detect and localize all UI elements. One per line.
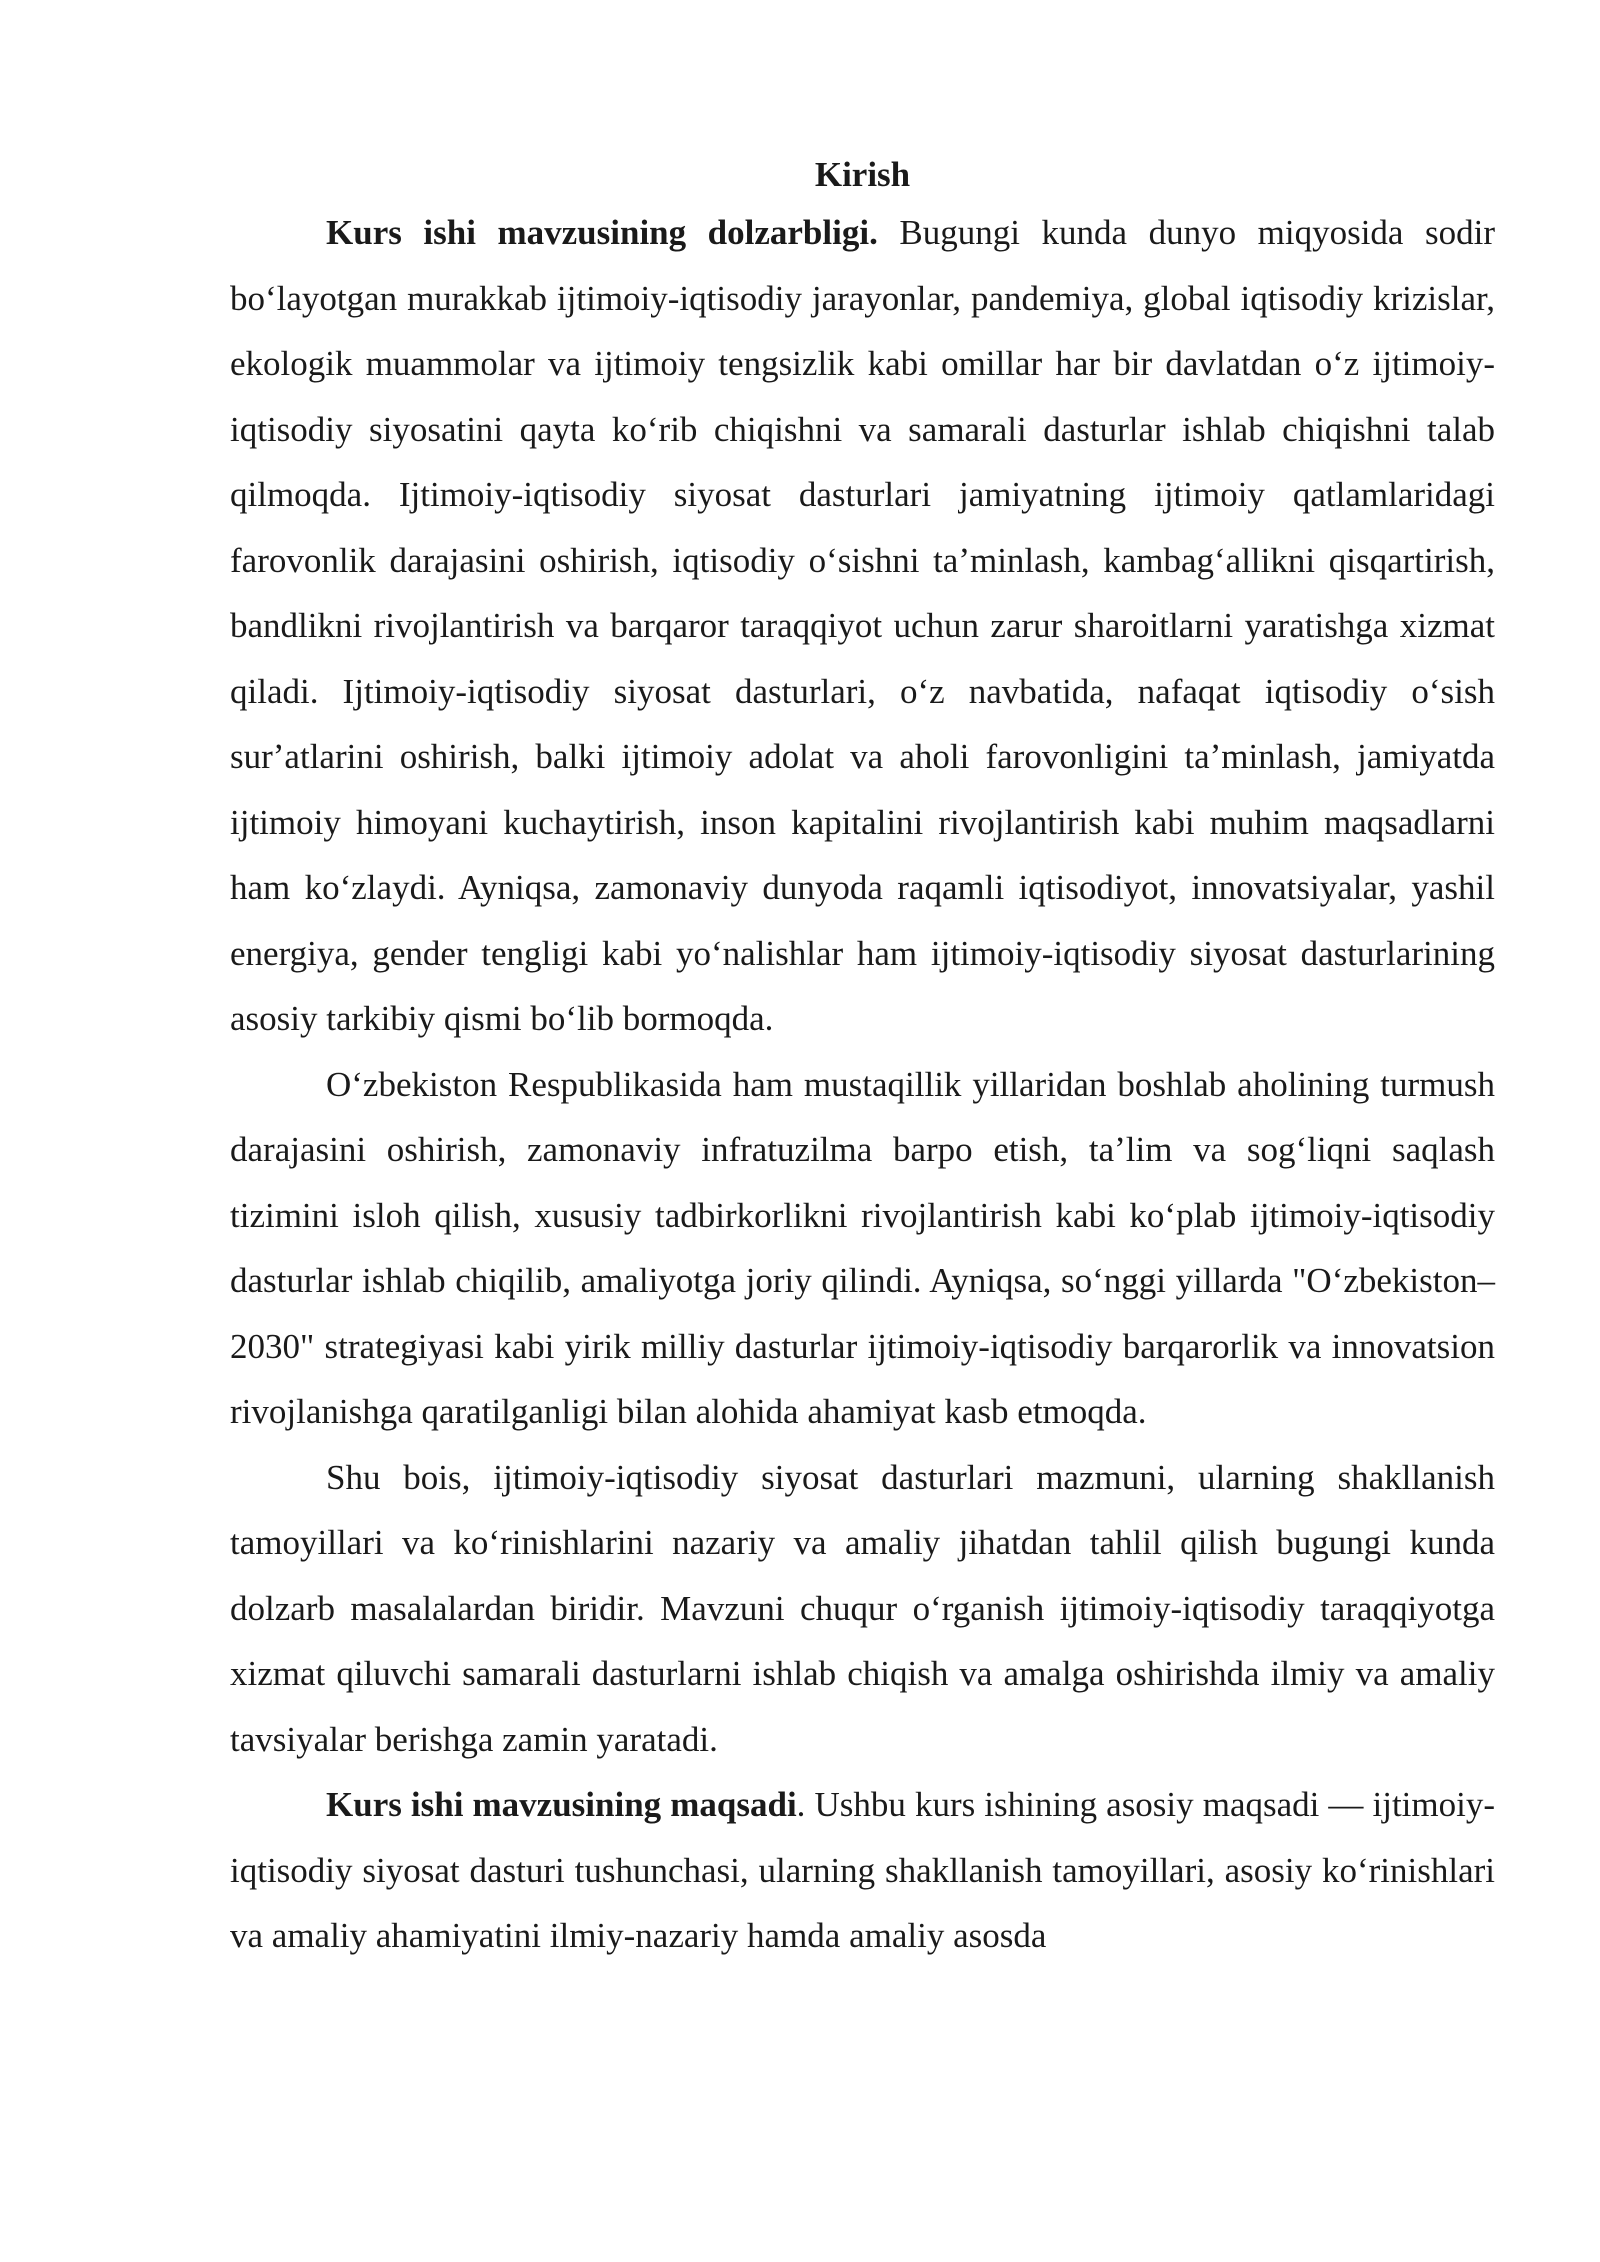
paragraph-lead-goal: Kurs ishi mavzusining maqsadi xyxy=(326,1785,797,1824)
paragraph-uzbekistan xyxy=(230,1052,1495,1445)
paragraph-therefore xyxy=(230,1445,1495,1773)
section-title: Kirish xyxy=(814,155,911,194)
document-body xyxy=(230,150,1495,1969)
paragraph-text-therefore: Shu bois, ijtimoiy-iqtisodiy siyosat dasturlari mazmuni, ularning shakllanish tamoyillari va koʻrinishlarini nazariy va amaliy jihatdan tahlil qilish bugungi kunda dolzarb masalalardan biridir. Mavzuni chuqur oʻrganish ijtimoiy-iqtisodiy taraqqiyotga xizmat qiluvchi samarali dasturlarni ishlab chiqish va amalga oshirishda ilmiy va amaliy tavsiyalar berishga zamin yaratadi. xyxy=(230,1457,1495,1759)
paragraph-goal xyxy=(230,1772,1495,1969)
paragraph-text-goal: . Ushbu kurs ishining asosiy maqsadi — ijtimoiy-iqtisodiy siyosat dasturi tushunchasi, ularning shakllanish tamoyillari, asosiy koʻrinishlari va amaliy ahamiyatini ilmiy-nazariy hamda amaliy asosda xyxy=(230,1785,1495,1955)
paragraph-text-uzbekistan: Oʻzbekiston Respublikasida ham mustaqillik yillaridan boshlab aholining turmush darajasini oshirish, zamonaviy infratuzilma barpo etish, taʼlim va sogʻliqni saqlash tizimini isloh qilish, xususiy tadbirkorlikni rivojlantirish kabi koʻplab ijtimoiy-iqtisodiy dasturlar ishlab chiqilib, amaliyotga joriy qilindi. Ayniqsa, soʻnggi yillarda "Oʻzbekiston–2030" strategiyasi kabi yirik milliy dasturlar ijtimoiy-iqtisodiy barqarorlik va innovatsion rivojlanishga qaratilganligi bilan alohida ahamiyat kasb etmoqda. xyxy=(230,1064,1495,1431)
paragraph-relevance xyxy=(230,200,1495,1052)
paragraph-lead-relevance: Kurs ishi mavzusining dolzarbligi. xyxy=(326,213,878,252)
paragraph-text-relevance: Bugungi kunda dunyo miqyosida sodir boʻlayotgan murakkab ijtimoiy-iqtisodiy jarayonlar, pandemiya, global iqtisodiy krizislar, ekologik muammolar va ijtimoiy tengsizlik kabi omillar har bir davlatdan oʻz ijtimoiy-iqtisodiy siyosatini qayta koʻrib chiqishni va samarali dasturlar ishlab chiqishni talab qilmoqda. Ijtimoiy-iqtisodiy siyosat dasturlari jamiyatning ijtimoiy qatlamlaridagi farovonlik darajasini oshirish, iqtisodiy oʻsishni taʼminlash, kambagʻallikni qisqartirish, bandlikni rivojlantirish va barqaror taraqqiyot uchun zarur sharoitlarni yaratishga xizmat qiladi. Ijtimoiy-iqtisodiy siyosat dasturlari, oʻz navbatida, nafaqat iqtisodiy oʻsish surʼatlarini oshirish, balki ijtimoiy adolat va aholi farovonligini taʼminlash, jamiyatda ijtimoiy himoyani kuchaytirish, inson kapitalini rivojlantirish kabi muhim maqsadlarni ham koʻzlaydi. Ayniqsa, zamonaviy dunyoda raqamli iqtisodiyot, innovatsiyalar, yashil energiya, gender tengligi kabi yoʻnalishlar ham ijtimoiy-iqtisodiy siyosat dasturlarining asosiy tarkibiy qismi boʻlib bormoqda. xyxy=(230,213,1495,1038)
